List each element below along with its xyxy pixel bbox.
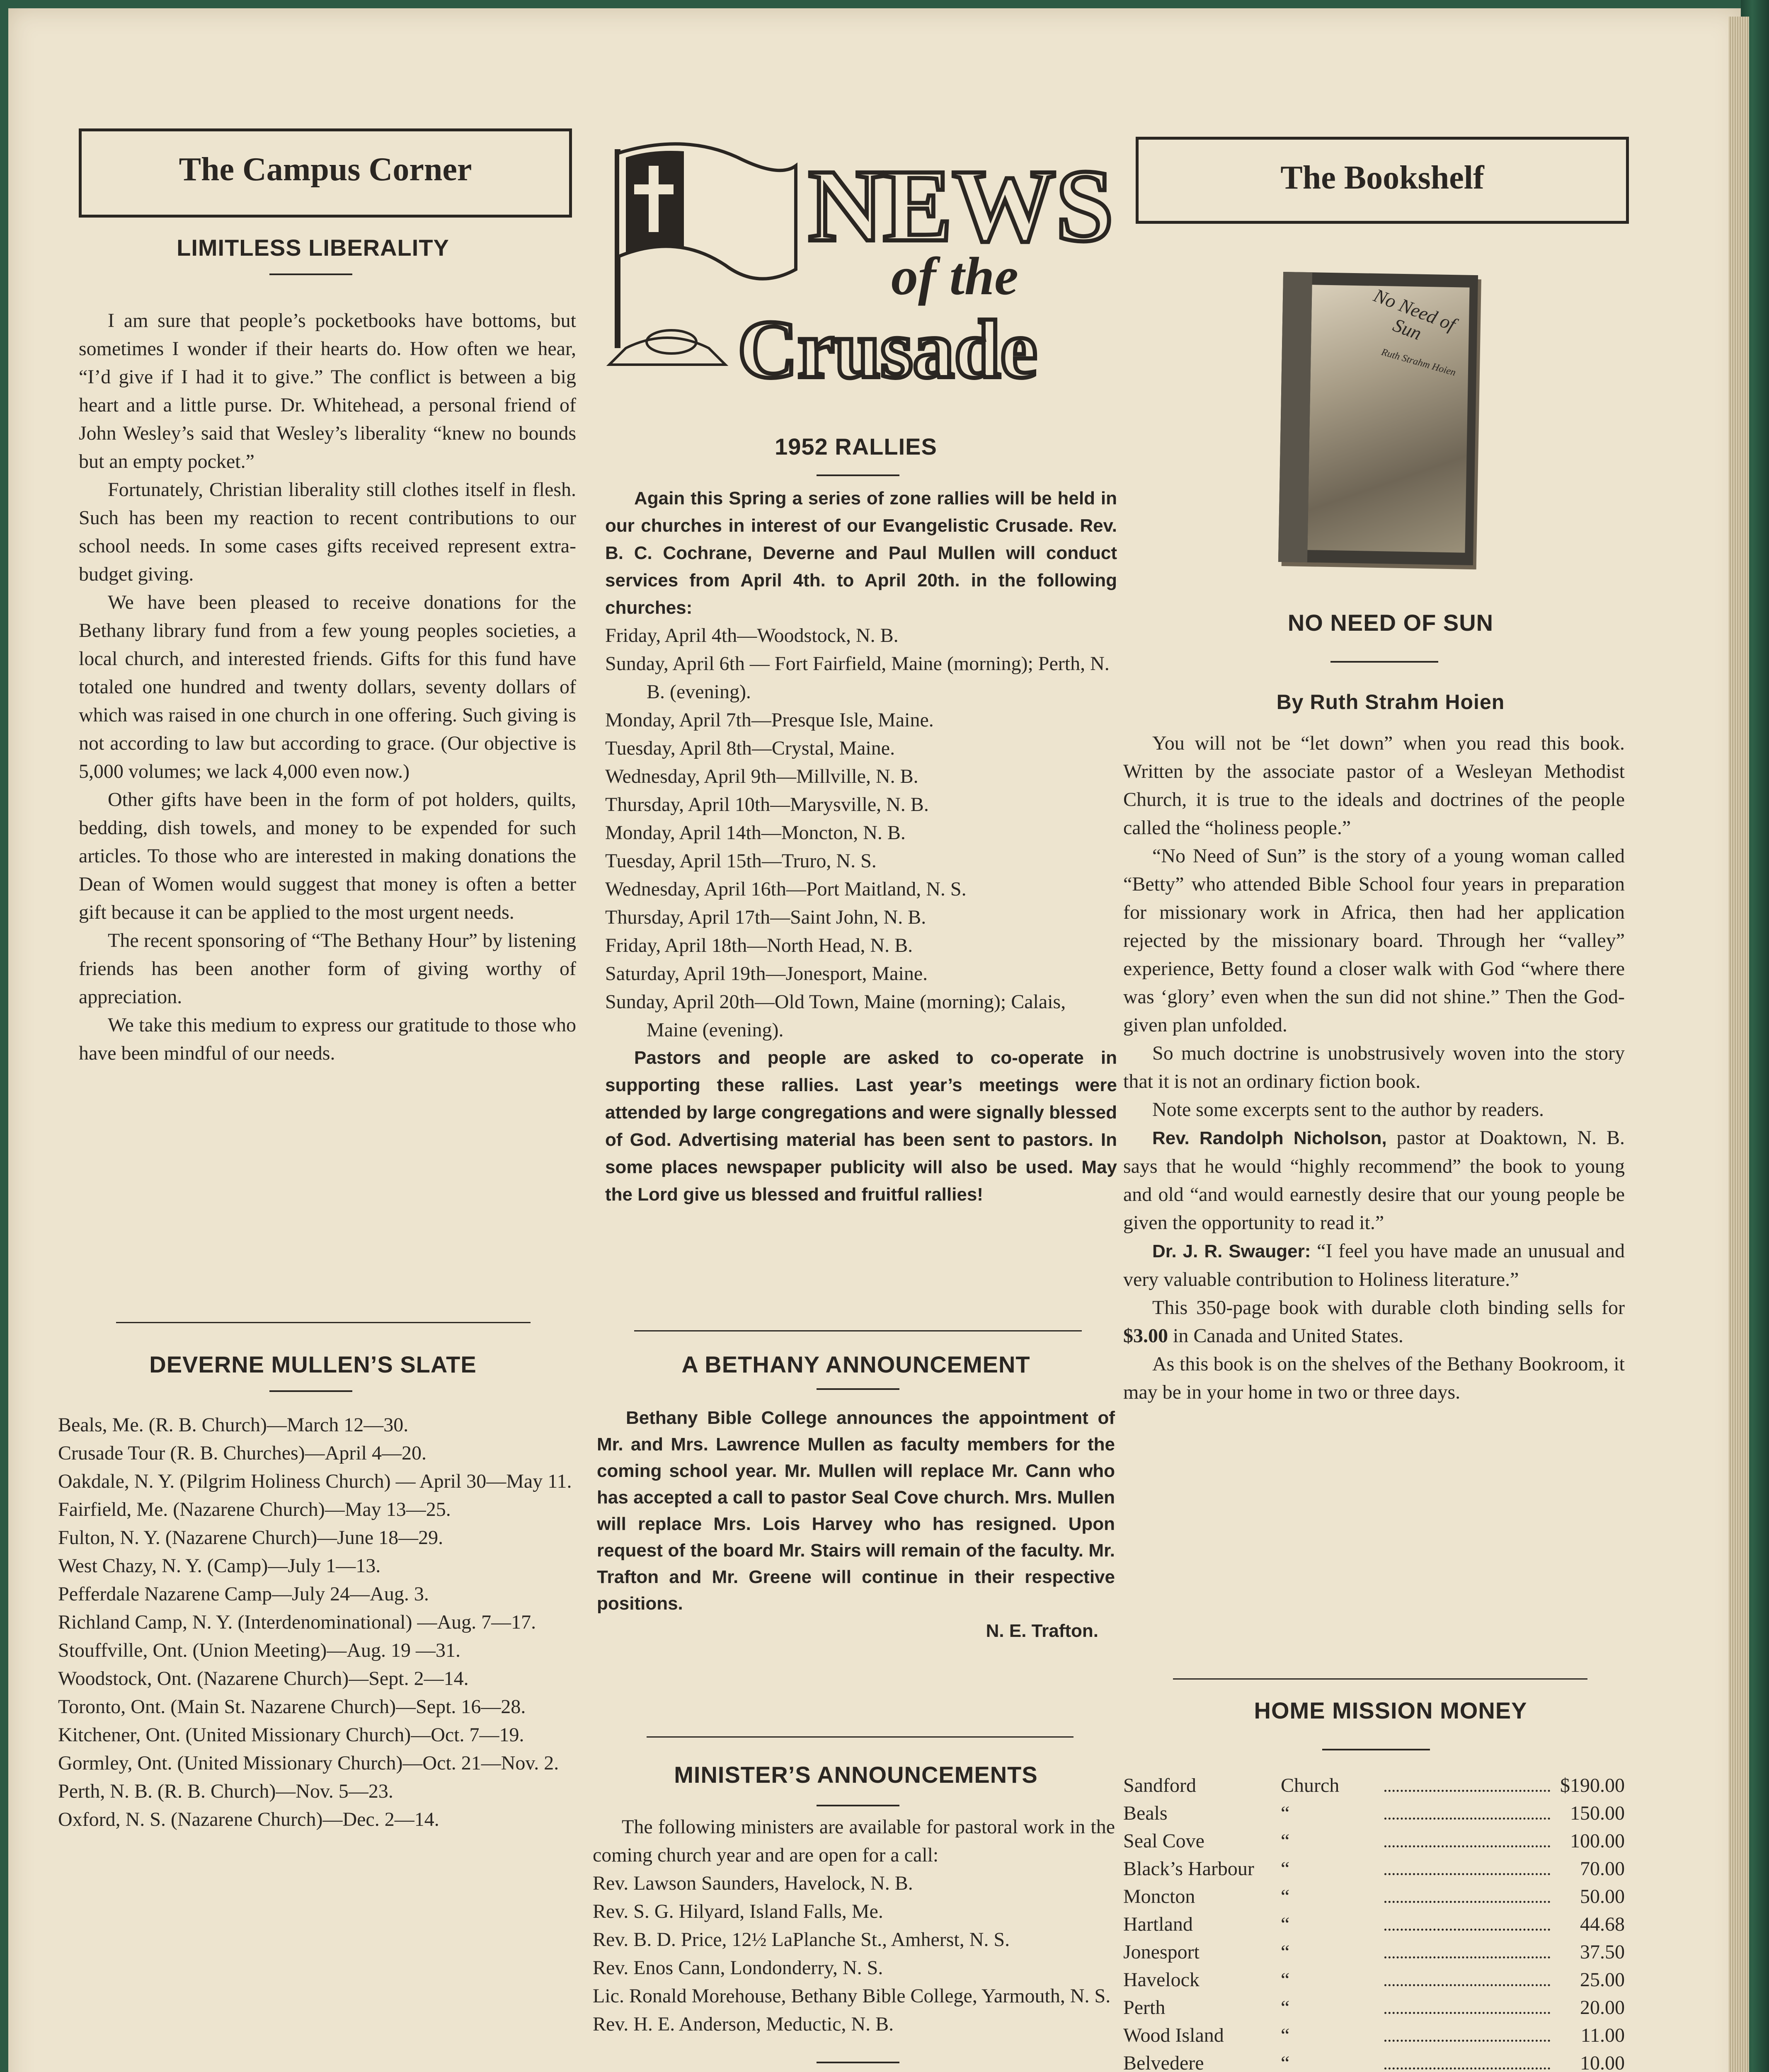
bethany-heading: A BETHANY ANNOUNCEMENT: [681, 1351, 1030, 1377]
slate-item: West Chazy, N. Y. (Camp)—July 1—13.: [58, 1555, 381, 1577]
leader-dots: [1384, 1956, 1550, 1958]
church-kind: “: [1281, 1969, 1290, 1991]
campus-corner-title: The Campus Corner: [79, 128, 572, 218]
amount: 150.00: [1570, 1802, 1625, 1824]
campus-rule: [269, 274, 352, 275]
amount: 70.00: [1580, 1858, 1625, 1880]
table-row: [1123, 1966, 1625, 1994]
church-name: Beals: [1123, 1802, 1168, 1824]
slate-item: Toronto, Ont. (Main St. Nazarene Church)—Sept. 16—28.: [58, 1696, 526, 1718]
campus-paragraph: Fortunately, Christian liberality still clothes itself in flesh. Such has been my reaction to recent contributions to our school needs. In some cases gifts received represent extra-budget giving.: [79, 479, 576, 585]
amount: 11.00: [1580, 2024, 1625, 2046]
leader-dots: [1384, 1901, 1550, 1903]
magazine-page: [8, 8, 1741, 2072]
review-paragraph: As this book is on the shelves of the Bethany Bookroom, it may be in your home in two or three days.: [1123, 1353, 1625, 1403]
table-row: [1123, 1799, 1625, 1827]
money-rule: [1322, 1749, 1430, 1750]
slate-item: Gormley, Ont. (United Missionary Church)—Oct. 21—Nov. 2.: [58, 1752, 559, 1774]
campus-paragraph: We have been pleased to receive donations for the Bethany library fund from a few young peoples societies, a local church, and interested friends. Gifts for this fund have totaled one hundred and twenty dollars, seventy dollars of which was raised in one church in one offering. Such giving is not according to law but according to grace. (Our objective is 5,000 volumes; we lack 4,000 even now.): [79, 591, 576, 782]
campus-heading: LIMITLESS LIBERALITY: [177, 235, 449, 261]
table-row: [1123, 1855, 1625, 1883]
masthead-of-the: of the: [891, 247, 1018, 306]
church-name: Havelock: [1123, 1969, 1200, 1991]
table-row: [1123, 1883, 1625, 1910]
amount: 25.00: [1580, 1969, 1625, 1991]
table-row: [1123, 2049, 1625, 2072]
book-price: $3.00: [1123, 1325, 1168, 1347]
rallies-body: [605, 485, 1117, 1208]
bethany-rule: [817, 1388, 899, 1390]
leader-dots: [1384, 1873, 1550, 1875]
rally-date: Monday, April 7th—Presque Isle, Maine.: [605, 709, 934, 731]
quote1-text: pastor at Doaktown, N. B. says that he would “highly recommend” the book to young and old “and would earnestly desire that our young people be given the opportunity to read it.”: [1123, 1127, 1625, 1234]
money-table: [1123, 1772, 1625, 2072]
slate-item: Beals, Me. (R. B. Church)—March 12—30.: [58, 1414, 409, 1436]
price-pre: This 350-page book with durable cloth binding sells for: [1152, 1297, 1625, 1319]
page-edge: [1728, 17, 1749, 2072]
rally-date: Tuesday, April 15th—Truro, N. S.: [605, 850, 877, 872]
leader-dots: [1384, 2012, 1550, 2014]
campus-paragraph: I am sure that people’s pocketbooks have bottoms, but sometimes I wonder if their hearts do. How often we hear, “I’d give if I had it to give.” The conflict is between a big heart and a little purse. Dr. Whitehead, a personal friend of John Wesley’s said that Wesley’s liberality “knew no bounds but an empty pocket.”: [79, 310, 576, 472]
campus-paragraph: The recent sponsoring of “The Bethany Hour” by listening friends has been another form of giving worthy of appreciation.: [79, 929, 576, 1008]
rallies-intro: Again this Spring a series of zone rallies will be held in our churches in interest of our Evangelistic Crusade. Rev. B. C. Cochrane, Deverne and Paul Mullen will conduct services from April 4th. to April 20th. in the following churches:: [605, 488, 1117, 618]
church-name: Jonesport: [1123, 1941, 1200, 1963]
slate-item: Fulton, N. Y. (Nazarene Church)—June 18—29.: [58, 1527, 443, 1549]
leader-dots: [1384, 2067, 1550, 2070]
table-row: [1123, 1772, 1625, 1799]
bookshelf-title: The Bookshelf: [1136, 137, 1629, 224]
campus-body: [79, 307, 576, 1067]
table-row: [1123, 2021, 1625, 2049]
leader-dots: [1384, 1845, 1550, 1847]
section-divider: [634, 1330, 1082, 1331]
minister-item: Rev. S. G. Hilyard, Island Falls, Me.: [593, 1900, 883, 1922]
rally-date: Monday, April 14th—Moncton, N. B.: [605, 822, 906, 844]
review-quote: [1123, 1124, 1625, 1237]
church-name: Belvedere: [1123, 2052, 1204, 2072]
church-kind: “: [1281, 1997, 1290, 2019]
table-row: [1123, 1827, 1625, 1855]
leader-dots: [1384, 1818, 1550, 1820]
church-kind: “: [1281, 1941, 1290, 1963]
amount: $190.00: [1560, 1774, 1625, 1796]
slate-item: Oakdale, N. Y. (Pilgrim Holiness Church) — April 30—May 11.: [58, 1470, 572, 1492]
amount: 50.00: [1580, 1886, 1625, 1907]
slate-item: Kitchener, Ont. (United Missionary Church)—Oct. 7—19.: [58, 1724, 524, 1746]
slate-item: Pefferdale Nazarene Camp—July 24—Aug. 3.: [58, 1583, 429, 1605]
rally-date: Sunday, April 6th — Fort Fairfield, Maine (morning); Perth, N. B. (evening).: [605, 653, 1110, 703]
slate-heading: DEVERNE MULLEN’S SLATE: [149, 1351, 477, 1377]
masthead-news: NEWS: [808, 148, 1114, 263]
review-paragraph: So much doctrine is unobstrusively woven into the story that it is not an ordinary fiction book.: [1123, 1042, 1625, 1092]
book-heading: NO NEED OF SUN: [1287, 610, 1494, 636]
church-name: Seal Cove: [1123, 1830, 1204, 1852]
quote2-name: Dr. J. R. Swauger:: [1152, 1241, 1311, 1261]
slate-rule: [269, 1390, 352, 1392]
review-paragraph: You will not be “let down” when you read this book. Written by the associate pastor of a Wesleyan Methodist Church, it is true to the ideals and doctrines of the people called the “holiness people.”: [1123, 732, 1625, 839]
leader-dots: [1384, 1929, 1550, 1931]
campus-paragraph: Other gifts have been in the form of pot holders, quilts, bedding, dish towels, and money to be expended for such articles. To those who are interested in making donations the Dean of Women would suggest that money is often a better gift because it can be applied to the most urgent needs.: [79, 789, 576, 923]
church-kind: “: [1281, 1802, 1290, 1824]
rally-date: Wednesday, April 9th—Millville, N. B.: [605, 765, 918, 787]
bethany-body: [597, 1405, 1115, 1645]
section-divider: [116, 1322, 531, 1323]
church-kind: Church: [1281, 1774, 1340, 1796]
amount: 44.68: [1580, 1913, 1625, 1935]
rally-date: Friday, April 4th—Woodstock, N. B.: [605, 625, 899, 646]
amount: 100.00: [1570, 1830, 1625, 1852]
price-post: in Canada and United States.: [1168, 1325, 1403, 1347]
table-row: [1123, 1994, 1625, 2021]
minister-item: Rev. B. D. Price, 12½ LaPlanche St., Amherst, N. S.: [593, 1929, 1010, 1951]
review-paragraph: Note some excerpts sent to the author by readers.: [1152, 1099, 1544, 1121]
ministers-intro: The following ministers are available for pastoral work in the coming church year and are open for a call:: [593, 1816, 1115, 1866]
church-name: Sandford: [1123, 1774, 1196, 1796]
slate-item: Woodstock, Ont. (Nazarene Church)—Sept. 2—14.: [58, 1668, 469, 1690]
news-of-the-crusade-masthead: [601, 133, 1115, 398]
table-row: [1123, 1938, 1625, 1966]
ministers-rule-2: [817, 2062, 899, 2063]
book-cover-author: Ruth Strahm Hoien: [1380, 346, 1457, 378]
book-cover-title: No Need of Sun: [1371, 284, 1459, 344]
rally-date: Saturday, April 19th—Jonesport, Maine.: [605, 963, 928, 985]
minister-item: Lic. Ronald Morehouse, Bethany Bible College, Yarmouth, N. S.: [593, 1985, 1111, 2007]
leader-dots: [1384, 1790, 1550, 1792]
rally-date: Wednesday, April 16th—Port Maitland, N. S.: [605, 878, 967, 900]
bethany-signature: N. E. Trafton.: [986, 1621, 1098, 1641]
church-name: Black’s Harbour: [1123, 1858, 1254, 1880]
minister-item: Rev. Lawson Saunders, Havelock, N. B.: [593, 1872, 913, 1894]
book-rule: [1330, 661, 1438, 663]
review-paragraph: “No Need of Sun” is the story of a young woman called “Betty” who attended Bible School four years in preparation for missionary work in Africa, then had her application rejected by the missionary board. Through her “valley” experience, Betty found a closer walk with God “where there was ‘glory’ even when the sun did not shine.” Then the God-given plan unfolded.: [1123, 845, 1625, 1036]
book-byline: By Ruth Strahm Hoien: [1276, 690, 1505, 714]
church-kind: “: [1281, 1913, 1290, 1935]
ministers-heading: MINISTER’S ANNOUNCEMENTS: [674, 1762, 1038, 1788]
rally-date: Tuesday, April 8th—Crystal, Maine.: [605, 737, 895, 759]
campus-paragraph: We take this medium to express our gratitude to those who have been mindful of our needs.: [79, 1014, 576, 1064]
amount: 20.00: [1580, 1997, 1625, 2019]
amount: 37.50: [1580, 1941, 1625, 1963]
church-kind: “: [1281, 2052, 1290, 2072]
rallies-closing: Pastors and people are asked to co-operate in supporting these rallies. Last year’s meetings were attended by large congregations and were signally blessed of God. Advertising material has been sent to pastors. In some places newspaper publicity will also be used. May the Lord give us blessed and fruitful rallies!: [605, 1048, 1117, 1205]
minister-item: Rev. H. E. Anderson, Meductic, N. B.: [593, 2013, 894, 2035]
church-kind: “: [1281, 1886, 1290, 1907]
amount: 10.00: [1580, 2052, 1625, 2072]
book-cover-image: [1278, 272, 1478, 565]
quote2-text: “I feel you have made an unusual and very valuable contribution to Holiness literature.”: [1123, 1240, 1625, 1290]
slate-item: Richland Camp, N. Y. (Interdenominational) —Aug. 7—17.: [58, 1611, 536, 1633]
rallies-heading: 1952 RALLIES: [775, 433, 937, 460]
minister-item: Rev. Enos Cann, Londonderry, N. S.: [593, 1957, 883, 1979]
book-spine: [1278, 272, 1312, 562]
church-name: Wood Island: [1123, 2024, 1224, 2046]
review-quote: [1123, 1237, 1625, 1294]
slate-item: Stouffville, Ont. (Union Meeting)—Aug. 19 —31.: [58, 1639, 461, 1661]
book-review-body: [1123, 729, 1625, 1406]
money-heading: HOME MISSION MONEY: [1254, 1697, 1527, 1723]
church-name: Perth: [1123, 1997, 1166, 2019]
church-kind: “: [1281, 1830, 1290, 1852]
ministers-rule: [817, 1805, 899, 1806]
leader-dots: [1384, 1984, 1550, 1986]
rally-date: Thursday, April 17th—Saint John, N. B.: [605, 906, 926, 928]
church-kind: “: [1281, 1858, 1290, 1880]
rally-date: Sunday, April 20th—Old Town, Maine (morning); Calais, Maine (evening).: [605, 991, 1066, 1041]
ministers-body: [593, 1813, 1115, 2072]
table-row: [1123, 1910, 1625, 1938]
masthead-crusade: Crusade: [738, 304, 1037, 395]
church-name: Hartland: [1123, 1913, 1193, 1935]
church-name: Moncton: [1123, 1886, 1195, 1907]
rally-date: Thursday, April 10th—Marysville, N. B.: [605, 794, 929, 816]
price-paragraph: [1123, 1294, 1625, 1350]
bethany-text: Bethany Bible College announces the appointment of Mr. and Mrs. Lawrence Mullen as faculty members for the coming school year. Mr. Mullen will replace Mr. Cann who has accepted a call to pastor Seal Cove church. Mrs. Mullen will replace Mrs. Lois Harvey who has resigned. Upon request of the board Mr. Stairs will remain of the faculty. Mr. Trafton and Mr. Greene will continue in their respective positions.: [597, 1408, 1115, 1614]
slate-list: [58, 1411, 576, 1834]
church-kind: “: [1281, 2024, 1290, 2046]
rallies-rule: [817, 474, 899, 476]
rally-date: Friday, April 18th—North Head, N. B.: [605, 934, 913, 956]
slate-item: Crusade Tour (R. B. Churches)—April 4—20.: [58, 1442, 426, 1464]
section-divider: [647, 1736, 1074, 1738]
slate-item: Fairfield, Me. (Nazarene Church)—May 13—25.: [58, 1498, 451, 1520]
slate-item: Oxford, N. S. (Nazarene Church)—Dec. 2—14.: [58, 1808, 439, 1830]
leader-dots: [1384, 2040, 1550, 2042]
section-divider: [1173, 1678, 1587, 1680]
quote1-name: Rev. Randolph Nicholson,: [1152, 1128, 1387, 1148]
slate-item: Perth, N. B. (R. B. Church)—Nov. 5—23.: [58, 1780, 393, 1802]
